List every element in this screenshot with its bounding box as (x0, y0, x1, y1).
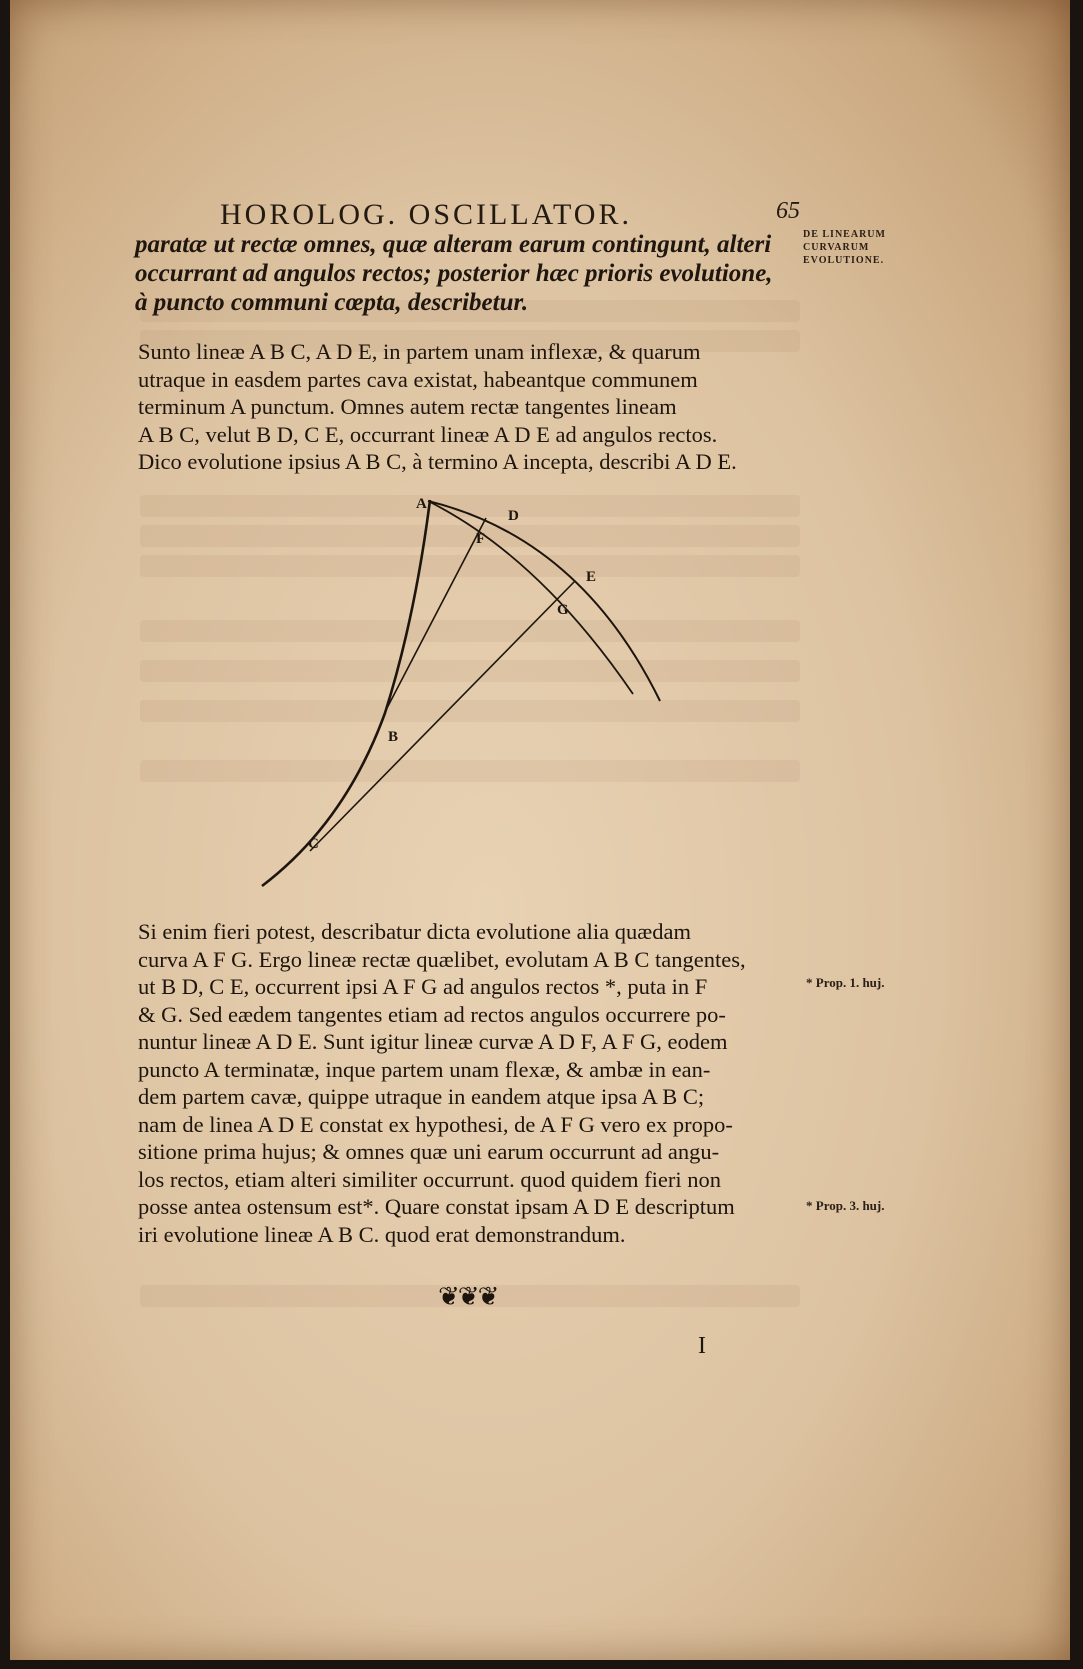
curve-afg (430, 502, 633, 694)
ornament-icon: ❦❦❦ (438, 1282, 498, 1311)
margin-note-prop-1: * Prop. 1. huj. (806, 975, 885, 990)
paragraph-demonstration (138, 918, 803, 1248)
tangent-bd (386, 518, 486, 710)
proposition-line: occurrant ad angulos rectos; posterior hæc prioris evolutione, (135, 260, 773, 287)
margin-note-prop-3: * Prop. 3. huj. (806, 1198, 885, 1213)
text-line: curva A F G. Ergo lineæ rectæ quælibet, evolutam A B C tangentes, (138, 946, 746, 972)
text-line: dem partem cavæ, quippe utraque in eandem atque ipsa A B C; (138, 1084, 705, 1109)
margin-title (803, 228, 913, 267)
label-a: A (416, 496, 427, 512)
text-line: Dico evolutione ipsius A B C, à termino A incepta, describi A D E. (138, 449, 737, 474)
text-line: sitione prima hujus; & omnes quæ uni earum occurrunt ad angu- (138, 1139, 720, 1164)
margin-title-line: CURVARUM (803, 242, 870, 253)
text-line: utraque in easdem partes cava existat, habeantque communem (138, 366, 698, 392)
text-line: terminum A punctum. Omnes autem rectæ tangentes lineam (138, 394, 677, 419)
page-number: 65 (776, 198, 800, 224)
proposition-line: à puncto communi cœpta, describetur. (135, 289, 529, 316)
text-line: & G. Sed eædem tangentes etiam ad rectos angulos occurrere po- (138, 1001, 726, 1027)
curve-abc (262, 500, 430, 886)
text-line: ut B D, C E, occurrent ipsi A F G ad angulos rectos *, puta in F (138, 974, 708, 999)
tangent-ce (310, 581, 575, 851)
text-line: Sunto lineæ A B C, A D E, in partem unam inflexæ, & quarum (138, 339, 701, 364)
text-line: iri evolutione lineæ A B C. quod erat demonstrandum. (138, 1221, 626, 1247)
proposition-line: paratæ ut rectæ omnes, quæ alteram earum contingunt, alteri (135, 231, 772, 258)
geometric-figure (250, 488, 670, 893)
label-f: F (476, 531, 486, 547)
text-line: nuntur lineæ A D E. Sunt igitur lineæ curvæ A D F, A F G, eodem (138, 1029, 728, 1054)
text-line: Si enim fieri potest, describatur dicta evolutione alia quædam (138, 919, 691, 944)
curve-ade (428, 501, 660, 701)
paragraph-hypothesis (138, 338, 803, 476)
text-line: nam de linea A D E constat ex hypothesi, de A F G vero ex propo- (138, 1111, 733, 1137)
label-e: E (586, 569, 597, 585)
label-d: D (508, 508, 519, 524)
running-title: HOROLOG. OSCILLATOR. (220, 198, 632, 231)
label-b: B (388, 729, 399, 745)
signature-mark: I (698, 1333, 706, 1359)
text-line: puncto A terminatæ, inque partem unam flexæ, & ambæ in ean- (138, 1056, 711, 1082)
figure-svg (250, 488, 670, 893)
margin-title-line: DE LINEARUM (803, 229, 886, 240)
margin-title-line: EVOLUTIONE. (803, 255, 885, 266)
text-line: los rectos, etiam alteri similiter occurrunt. quod quidem fieri non (138, 1166, 721, 1192)
running-head (220, 198, 800, 232)
text-line: A B C, velut B D, C E, occurrant lineæ A D E ad angulos rectos. (138, 421, 718, 447)
proposition-text (135, 230, 795, 317)
text-line: posse antea ostensum est*. Quare constat ipsam A D E descriptum (138, 1194, 735, 1219)
book-page (10, 0, 1070, 1660)
label-g: G (557, 602, 569, 618)
label-c: C (308, 836, 319, 852)
